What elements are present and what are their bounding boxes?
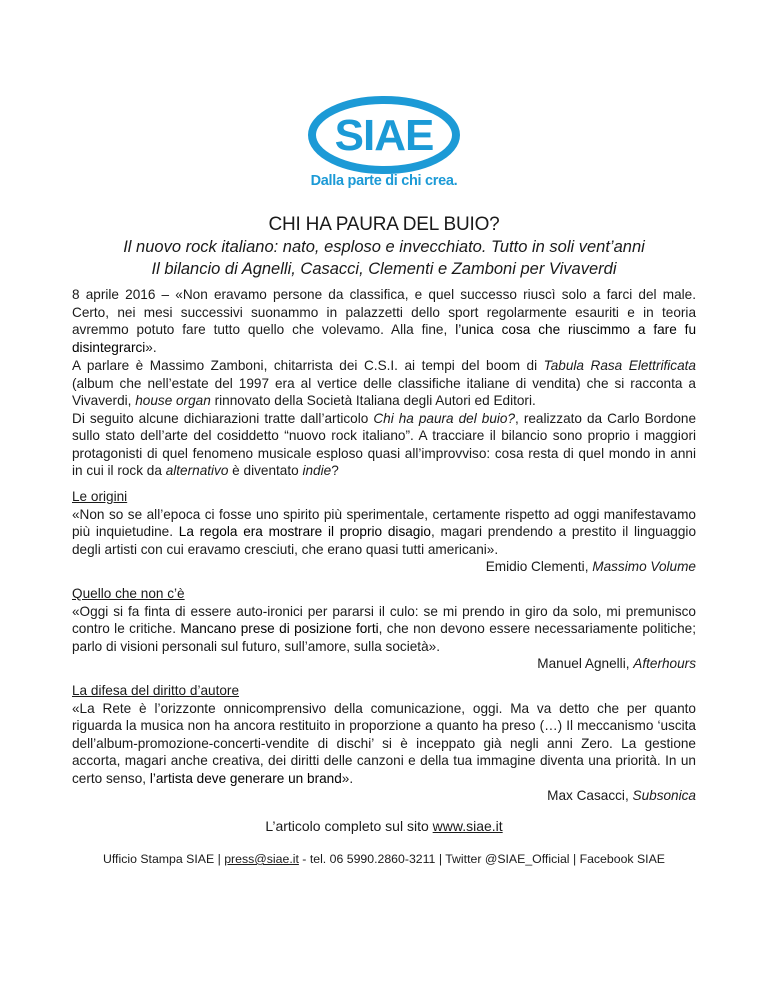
section-title: La difesa del diritto d’autore: [72, 683, 240, 698]
intro-text: 8 aprile 2016 – «Non eravamo persone da classifica, e quel successo riuscì solo a farci del male. Certo, nei mesi successivi suonammo in palazzetti dello sport regolarmente esauriti e in teoria avremmo potuto fare tutto quello che volevamo. Alla fine,: [72, 287, 696, 337]
album-title: Tabula Rasa Elettrificata: [543, 358, 696, 373]
speaker-name: Massimo Zamboni: [149, 358, 264, 373]
alt-word: alternativo: [165, 463, 229, 478]
p3-text-b: , realizzato da Carlo Bordone sullo stato dell’arte del cosiddetto “nuovo rock italiano”. A tracciare il bilancio sono proprio i maggiori protagonisti di quel fenomeno musicale esploso quasi all’improvviso: cosa resta di quel mondo in anni in cui il rock da: [72, 410, 697, 478]
p3-text-c: è diventato: [228, 463, 303, 478]
attribution: Max Casacci, Subsonica: [547, 788, 696, 803]
section-origins: [72, 488, 696, 576]
attribution: Manuel Agnelli, Afterhours: [537, 656, 696, 671]
intro-paragraph-2: [72, 357, 696, 480]
contacts-text: - tel. 06 5990.2860-3211 | Twitter @SIAE_Official | Facebook SIAE: [298, 852, 666, 866]
site-link[interactable]: www.siae.it: [432, 818, 503, 834]
page-title: CHI HA PAURA DEL BUIO?: [268, 214, 500, 235]
press-office-footer: [0, 852, 768, 866]
p2-text: A parlare è: [72, 358, 150, 373]
siae-logo-icon: [308, 96, 460, 174]
quote-highlight: Mancano prese di posizione forti: [180, 621, 379, 636]
full-article-text: L’articolo completo sul sito: [265, 818, 433, 834]
quote-text: «La Rete è l’orizzonte onnicomprensivo della comunicazione, oggi. Ma va detto che per quanto riguarda la musica non ha ancora restituito in proporzione a quanto ha preso (…) Il meccanismo ‘uscita dell’album-promozione-concerti-vendite di dischi’ si è inceppato già negli anni Zero. La gestione accorta, magari anche creativa, dei diritti delle canzoni e della tua immagine diventa una priorità. In un certo senso,: [72, 700, 696, 786]
band-name: Subsonica: [632, 788, 696, 803]
intro-highlight: l’unica cosa che riuscimmo a fare fu disintegrarci: [72, 322, 696, 355]
intro-text-end: ».: [145, 339, 157, 355]
press-office-label: Ufficio Stampa SIAE |: [102, 852, 225, 866]
quote-text: «Non so se all’epoca ci fosse uno spirito più sperimentale, certamente rispetto ad oggi manifestavamo più inquietudine.: [72, 506, 696, 539]
p2-text-c: (album che nell’estate del 1997 era al vertice delle classifiche italiane di vendita) che si racconta a Vivaverdi,: [72, 375, 696, 408]
section-copyright: [72, 682, 696, 805]
quote-text-end: , che non devono essere necessariamente politiche; parlo di visioni personali sul futuro, sull’amore, sulla società».: [72, 621, 696, 654]
band-name: Massimo Volume: [592, 559, 696, 574]
article-title: Chi ha paura del buio?: [373, 410, 516, 426]
logo-tagline: Dalla parte di chi crea.: [310, 173, 458, 189]
p3-text: Di seguito alcune dichiarazioni tratte dall’articolo: [72, 410, 374, 426]
band-name: Afterhours: [633, 656, 696, 671]
author-name: Emidio Clementi: [485, 559, 585, 574]
p3-text-d: ?: [331, 463, 339, 478]
full-article-line: [0, 818, 768, 834]
attribution: Emidio Clementi, Massimo Volume: [485, 559, 696, 574]
house-organ: house organ: [135, 393, 211, 408]
quote-highlight: l’artista deve generare un brand: [149, 770, 342, 786]
section-missing: [72, 585, 696, 673]
quote-text-end: , magari prendendo a prestito il linguaggio degli artisti con cui eravamo cresciuti, che erano quasi tutti americani».: [72, 524, 697, 557]
subtitle-1: Il nuovo rock italiano: nato, esploso e invecchiato. Tutto in soli vent’anni: [123, 238, 645, 256]
quote-highlight: La regola era mostrare il proprio disagio: [178, 524, 431, 539]
author-name: Manuel Agnelli: [537, 656, 626, 671]
email-link[interactable]: press@siae.it: [224, 852, 299, 866]
subtitle-2: Il bilancio di Agnelli, Casacci, Clementi e Zamboni per Vivaverdi: [151, 260, 617, 278]
p2-text-d: rinnovato della Società Italiana degli Autori ed Editori.: [210, 393, 536, 408]
author-name: Max Casacci: [547, 788, 625, 803]
section-title: Quello che non c’è: [72, 586, 185, 601]
indie-word: indie: [302, 463, 332, 478]
section-title: Le origini: [72, 489, 128, 504]
p2-text-b: , chitarrista dei C.S.I. ai tempi del boom di: [263, 358, 544, 373]
quote-text: «Oggi si fa finta di essere auto-ironici per pararsi il culo: se mi prendo in giro da solo, mi premunisco contro le critiche.: [72, 603, 696, 636]
logo-text: SIAE: [334, 111, 434, 160]
intro-paragraph-1: [72, 286, 696, 356]
quote-text-end: ».: [341, 770, 354, 786]
